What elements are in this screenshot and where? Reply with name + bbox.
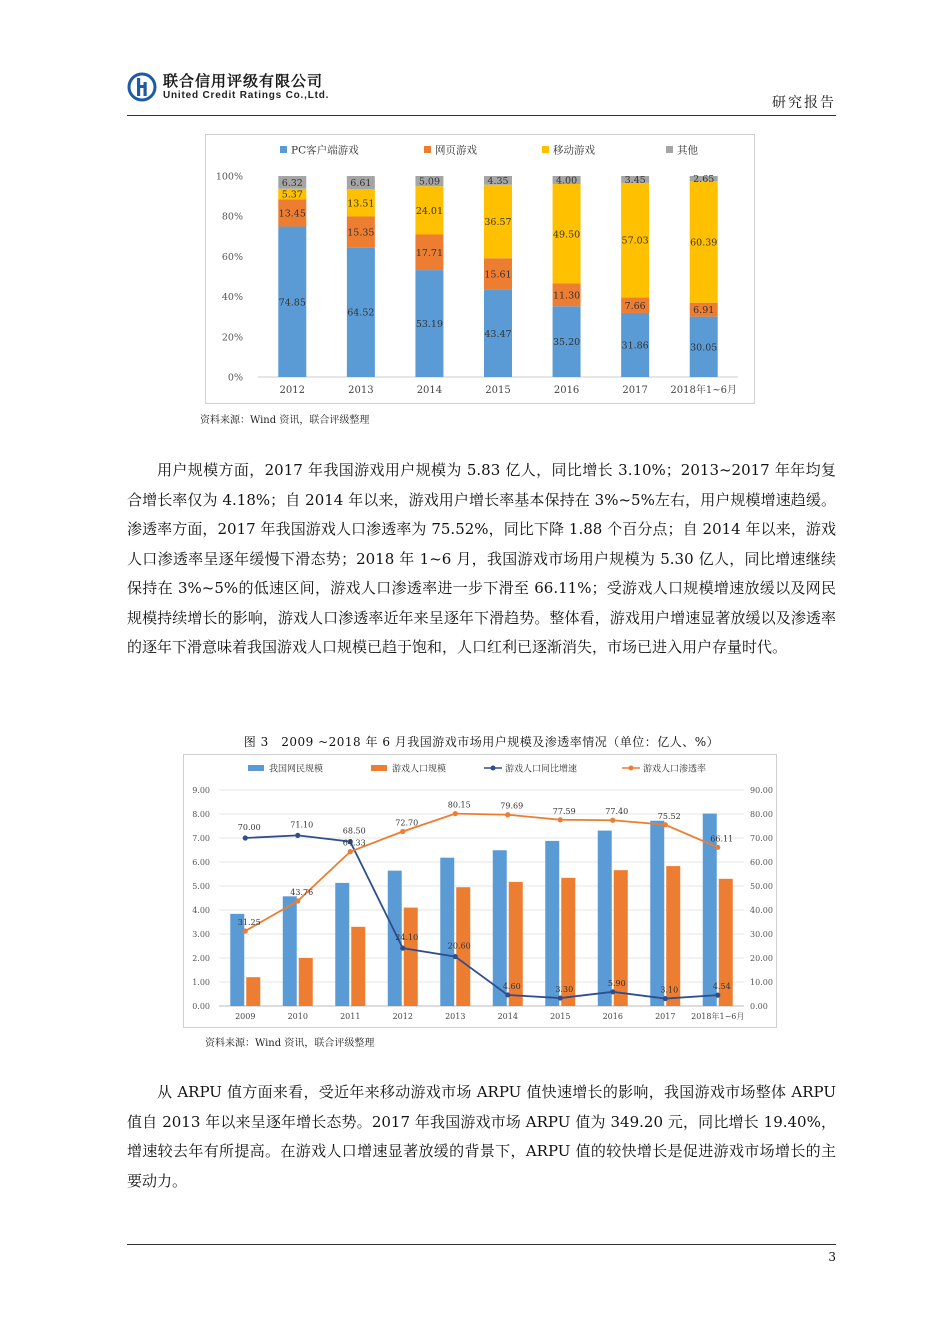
data-point [243,835,248,840]
data-label: 5.37 [281,189,303,201]
bar [351,927,365,1006]
data-point [663,996,668,1001]
y-right-tick-label: 10.00 [750,978,773,987]
y-tick-label: 0% [227,372,243,384]
y-right-tick-label: 20.00 [750,954,773,963]
data-label: 20.60 [447,941,471,951]
data-label: 77.59 [552,806,576,816]
legend-label: 移动游戏 [553,144,595,157]
x-tick-label: 2018年1~6月 [670,385,737,396]
data-label: 5.90 [607,978,626,988]
data-label: 70.00 [237,823,261,832]
company-name-en: United Credit Ratings Co.,Ltd. [163,90,330,101]
page-header [127,68,836,116]
y-tick-label: 80% [221,211,243,223]
legend-label: 我国网民规模 [269,764,324,775]
legend-marker [629,766,634,771]
y-left-tick-label: 8.00 [192,810,210,819]
report-type: 研究报告 [772,95,836,111]
y-right-tick-label: 30.00 [750,930,773,939]
legend-swatch [666,146,673,153]
x-tick-label: 2016 [553,385,580,396]
data-label: 43.47 [484,328,512,340]
data-label: 57.03 [621,235,649,247]
legend-swatch [280,146,287,153]
footer-divider [127,1244,836,1245]
data-label: 6.91 [693,305,715,317]
data-point [348,849,353,854]
data-point [295,833,300,838]
data-point [400,946,405,951]
x-tick-label: 2016 [602,1012,623,1021]
bar [246,977,260,1006]
y-right-tick-label: 50.00 [750,882,773,891]
data-label: 72.70 [395,818,419,828]
legend-marker [491,766,496,771]
legend-label: 其他 [677,144,698,157]
data-label: 35.20 [552,337,581,349]
chart2-frame [183,754,777,1028]
bar [335,883,349,1006]
data-label: 5.09 [418,176,441,188]
data-label: 24.01 [415,205,444,217]
x-tick-label: 2009 [235,1012,256,1021]
x-tick-label: 2014 [416,385,443,396]
y-tick-label: 20% [221,332,243,344]
data-point [453,954,458,959]
bar [545,841,559,1006]
data-point [610,989,615,994]
x-tick-label: 2012 [392,1012,413,1021]
data-point [453,811,458,816]
legend-label: 游戏人口渗透率 [643,764,707,775]
data-label: 64.33 [342,838,366,848]
y-tick-label: 40% [221,292,243,304]
y-left-tick-label: 2.00 [192,954,210,963]
data-label: 74.85 [278,297,306,309]
chart1-source: 资料来源：Wind 资讯，联合评级整理 [200,415,370,426]
y-right-tick-label: 40.00 [750,906,773,915]
y-left-tick-label: 4.00 [192,906,210,915]
y-tick-label: 100% [215,171,243,183]
data-point [663,822,668,827]
x-tick-label: 2013 [348,385,374,396]
data-point [243,928,248,933]
game-user-scale-chart [184,755,776,1027]
data-point [505,812,510,817]
legend-label: 游戏人口同比增速 [505,764,578,775]
data-label: 43.76 [290,887,314,897]
data-label: 77.40 [605,807,629,817]
data-label: 31.86 [621,340,649,352]
bar [299,958,313,1006]
paragraph-text: 从 ARPU 值方面来看，受近年来移动游戏市场 ARPU 值快速增长的影响，我国游戏市场整体 ARPU 值自 2013 年以来呈逐年增长态势。2017 年我国游戏市场 ARPU 值为 349.20 元，同比增长 19.40%，增速较去年有所提高。在游戏人口增速显著放缓的背景下，ARPU 值的较快增长是促进游戏市场增长的主要动力。 [127,1083,836,1190]
y-right-tick-label: 60.00 [750,858,773,867]
paragraph-text: 用户规模方面，2017 年我国游戏用户规模为 5.83 亿人，同比增长 3.10%；2013~2017 年年均复合增长率仅为 4.18%；自 2014 年以来，游戏用户增长率基本保持在 3%~5%左右，用户规模增速趋缓。渗透率方面，2017 年我国游戏人口渗透率为 75.52%，同比下降 1.88 个百分点；自 2014 年以来，游戏人口渗透率呈逐年缓慢下滑态势；2018 年 1~6 月，我国游戏市场用户规模为 5.30 亿人，同比增速继续保持在 3%~5%的低速区间，游戏人口渗透率进一步下滑至 66.11%；受游戏人口规模增速放缓以及网民规模持续增长的影响，游戏人口渗透率近年来呈逐年下滑趋势。整体看，游戏用户增速显著放缓以及渗透率的逐年下滑意味着我国游戏人口规模已趋于饱和，人口红利已逐渐消失，市场已进入用户存量时代。 [127,461,836,656]
data-label: 3.45 [624,174,646,186]
data-label: 60.39 [690,237,718,249]
y-left-tick-label: 3.00 [192,930,210,939]
data-label: 3.30 [555,985,574,995]
data-point [400,829,405,834]
x-tick-label: 2015 [485,385,511,396]
legend-swatch [371,765,387,771]
data-label: 75.52 [657,811,681,821]
y-right-tick-label: 80.00 [750,810,773,819]
data-label: 15.35 [347,227,375,239]
data-label: 4.54 [712,982,731,992]
legend-swatch [542,146,549,153]
body-paragraph-1 [127,456,836,663]
data-label: 64.52 [347,307,375,319]
x-tick-label: 2010 [287,1012,308,1021]
data-point [610,818,615,823]
data-label: 11.30 [552,290,581,302]
data-label: 6.61 [350,178,372,190]
body-paragraph-2 [127,1078,836,1196]
figure-3-caption: 图 3 2009 ~2018 年 6 月我国游戏市场用户规模及渗透率情况（单位：亿人、%） [243,735,720,749]
data-label: 6.32 [281,177,303,189]
x-tick-label: 2013 [445,1012,466,1021]
data-label: 3.10 [660,985,679,995]
data-label: 30.05 [690,342,718,354]
data-label: 7.66 [624,300,646,312]
data-label: 36.57 [484,216,512,228]
data-point [558,817,563,822]
data-point [558,995,563,1000]
data-label: 4.35 [487,175,509,187]
chart1-frame [205,134,755,404]
data-label: 24.10 [395,933,419,943]
company-name-cn: 联合信用评级有限公司 [163,72,324,90]
legend-swatch [424,146,431,153]
page-number: 3 [828,1250,836,1264]
legend-label: PC客户端游戏 [291,144,359,157]
data-label: 53.19 [415,319,444,331]
data-label: 17.71 [415,247,444,259]
data-label: 2.65 [693,174,715,186]
data-label: 4.60 [502,981,521,991]
game-market-share-chart [206,135,754,403]
data-label: 13.45 [278,208,306,220]
x-tick-label: 2017 [655,1012,676,1021]
y-right-tick-label: 70.00 [750,834,773,843]
legend-label: 网页游戏 [435,144,477,157]
data-label: 66.11 [710,834,734,844]
data-label: 68.50 [342,826,366,836]
bar [440,858,454,1006]
y-right-tick-label: 90.00 [750,786,773,795]
data-label: 15.61 [484,269,512,281]
data-label: 49.50 [552,229,581,241]
series-line [245,835,718,998]
x-tick-label: 2017 [622,385,648,396]
data-label: 13.51 [347,198,375,210]
data-label: 4.00 [555,175,578,187]
bar [230,914,244,1006]
legend-label: 游戏人口规模 [392,764,447,775]
header-divider [127,115,836,116]
chart2-source: 资料来源：Wind 资讯，联合评级整理 [205,1038,375,1049]
company-logo-icon [127,72,157,102]
data-label: 71.10 [290,820,314,830]
y-left-tick-label: 1.00 [192,978,210,987]
y-right-tick-label: 0.00 [750,1002,768,1011]
data-point [715,993,720,998]
data-label: 80.15 [447,800,471,810]
bar [283,896,297,1006]
x-tick-label: 2012 [279,385,306,396]
y-tick-label: 60% [221,251,243,263]
y-left-tick-label: 0.00 [192,1002,210,1011]
y-left-tick-label: 5.00 [192,882,210,891]
data-point [505,992,510,997]
y-left-tick-label: 7.00 [192,834,210,843]
data-point [715,845,720,850]
data-point [295,898,300,903]
legend-swatch [248,765,264,771]
y-left-tick-label: 6.00 [192,858,210,867]
data-label: 79.69 [500,801,524,811]
x-tick-label: 2015 [550,1012,571,1021]
x-tick-label: 2014 [497,1012,518,1021]
bar [650,821,664,1006]
bar [404,908,418,1006]
x-tick-label: 2011 [340,1012,361,1021]
x-tick-label: 2018年1~6月 [691,1012,745,1021]
y-left-tick-label: 9.00 [192,786,210,795]
data-label: 31.25 [237,918,261,927]
